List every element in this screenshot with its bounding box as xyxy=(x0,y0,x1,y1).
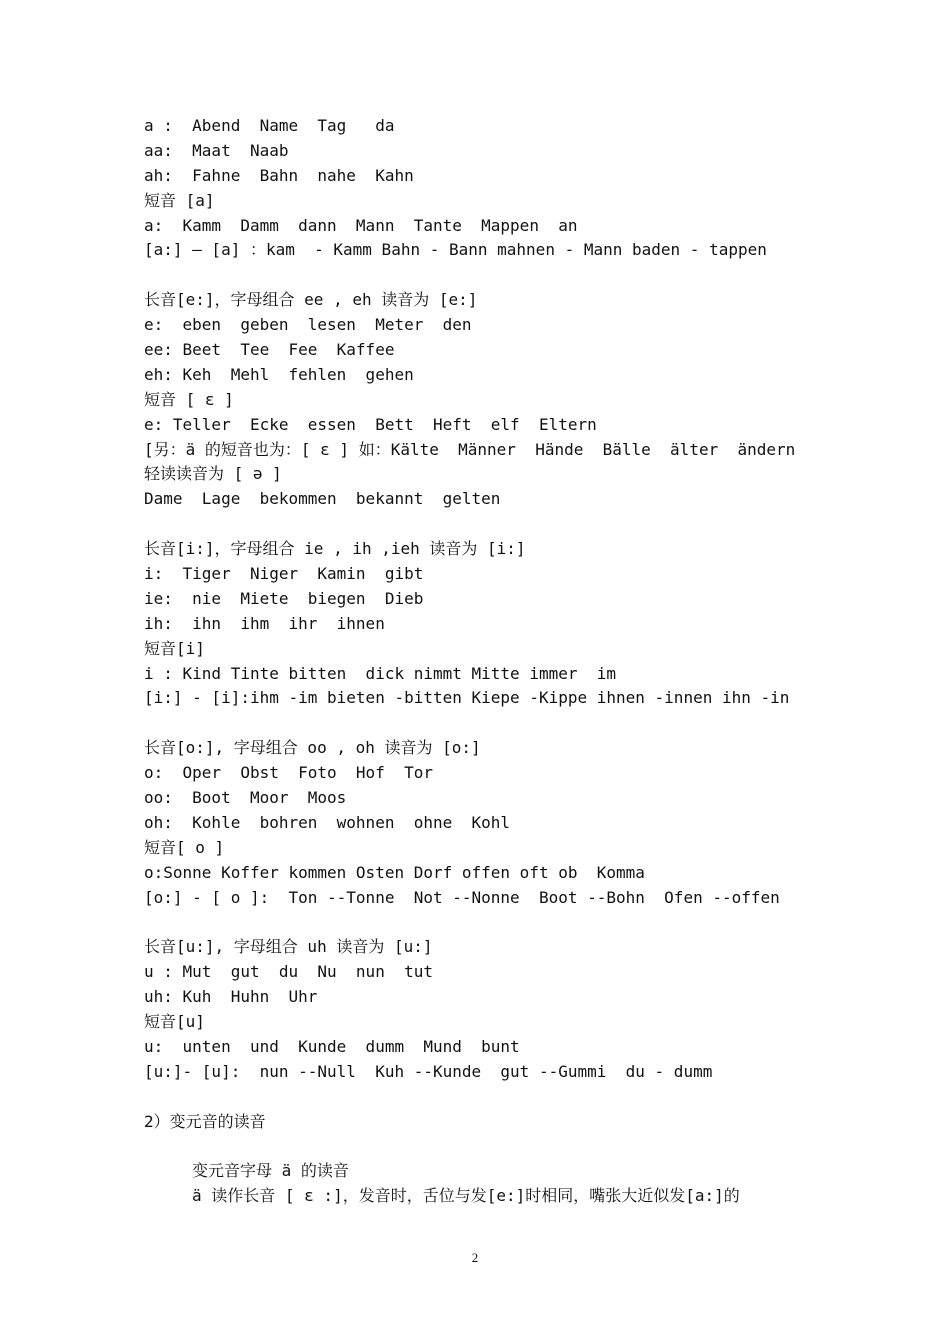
section-heading: 长音[e:]，字母组合 ee , eh 读音为 [e:] xyxy=(144,290,478,310)
section-heading: 长音[o:], 字母组合 oo , oh 读音为 [o:] xyxy=(144,738,481,758)
blank-line xyxy=(144,263,824,288)
text-line: Dame Lage bekommen bekannt gelten xyxy=(144,489,501,509)
blank-line xyxy=(144,911,824,936)
text-line: i: Tiger Niger Kamin gibt xyxy=(144,564,424,584)
section-subheading: 短音 [a] xyxy=(144,190,215,210)
section-subheading: 短音 [ ɛ ] xyxy=(144,389,234,409)
text-line: [i:] - [i]:ihm -im bieten -bitten Kiepe -Kippe ihnen -innen ihn -in xyxy=(144,688,790,708)
text-line: oh: Kohle bohren wohnen ohne Kohl xyxy=(144,812,511,832)
text-line: [a:] — [a] ：kam - Kamm Bahn - Bann mahnen - Mann baden - tappen xyxy=(144,240,767,260)
document-body xyxy=(144,114,824,1209)
blank-line xyxy=(144,1135,824,1160)
text-line: uh: Kuh Huhn Uhr xyxy=(144,987,318,1007)
text-line: i : Kind Tinte bitten dick nimmt Mitte immer im xyxy=(144,663,617,683)
blank-line xyxy=(144,512,824,537)
text-line: e: eben geben lesen Meter den xyxy=(144,315,472,335)
text-line: ie: nie Miete biegen Dieb xyxy=(144,588,424,608)
text-line: ah: Fahne Bahn nahe Kahn xyxy=(144,165,414,185)
section-subheading: 短音[u] xyxy=(144,1012,205,1032)
blank-line xyxy=(144,711,824,736)
text-line: a : Abend Name Tag da xyxy=(144,116,395,135)
text-line: [另：ä 的短音也为：[ ɛ ] 如：Kälte Männer Hände Bälle älter ändern xyxy=(144,439,796,459)
text-line: u : Mut gut du Nu nun tut xyxy=(144,962,433,982)
blank-line xyxy=(144,1085,824,1110)
text-line: a: Kamm Damm dann Mann Tante Mappen an xyxy=(144,215,578,235)
section-heading: 2）变元音的读音 xyxy=(144,1111,266,1131)
text-line: [u:]- [u]: nun --Null Kuh --Kunde gut --Gummi du - dumm xyxy=(144,1061,713,1081)
text-line: oo: Boot Moor Moos xyxy=(144,788,347,808)
text-line: e: Teller Ecke essen Bett Heft elf Eltern xyxy=(144,414,597,434)
page-number: 2 xyxy=(471,1250,479,1265)
text-line: ä 读作长音 [ ɛ :]，发音时，舌位与发[e:]时相同，嘴张大近似发[a:]的 xyxy=(192,1186,740,1206)
section-subheading: 轻读读音为 [ ə ] xyxy=(144,464,282,484)
subsection-heading: 变元音字母 ä 的读音 xyxy=(192,1161,349,1181)
text-line: o: Oper Obst Foto Hof Tor xyxy=(144,763,433,783)
text-line: ih: ihn ihm ihr ihnen xyxy=(144,613,385,633)
text-line: eh: Keh Mehl fehlen gehen xyxy=(144,364,414,384)
text-line: ee: Beet Tee Fee Kaffee xyxy=(144,340,395,360)
section-subheading: 短音[i] xyxy=(144,638,205,658)
section-heading: 长音[u:], 字母组合 uh 读音为 [u:] xyxy=(144,937,433,957)
text-line: aa: Maat Naab xyxy=(144,140,289,160)
section-heading: 长音[i:]，字母组合 ie , ih ,ieh 读音为 [i:] xyxy=(144,539,526,559)
section-subheading: 短音[ o ] xyxy=(144,837,225,857)
text-line: o:Sonne Koffer kommen Osten Dorf offen oft ob Komma xyxy=(144,862,645,882)
text-line: u: unten und Kunde dumm Mund bunt xyxy=(144,1036,520,1056)
text-line: [o:] - [ o ]: Ton --Tonne Not --Nonne Boot --Bohn Ofen --offen xyxy=(144,887,780,907)
